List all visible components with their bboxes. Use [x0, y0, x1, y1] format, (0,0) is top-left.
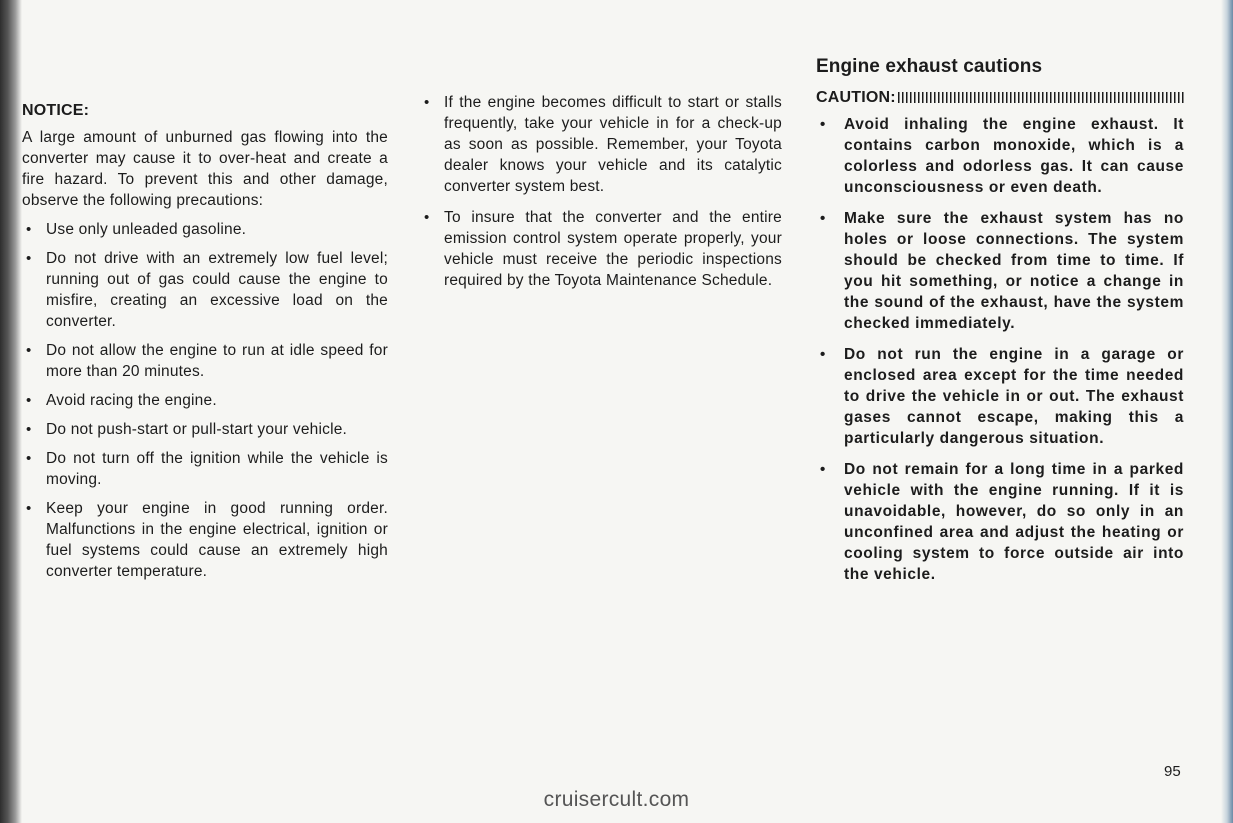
notice-bullet — [22, 448, 388, 490]
watermark: cruisercult.com — [543, 788, 690, 811]
middle-column — [420, 92, 782, 301]
page-binding-shadow-left — [0, 0, 22, 823]
notice-bullet — [22, 419, 388, 440]
bullet-dot-icon: • — [820, 346, 826, 363]
bullet-dot-icon: • — [820, 116, 826, 133]
notice-bullet — [22, 248, 388, 332]
bullet-dot-icon: • — [26, 450, 32, 467]
caution-bullet-text: Do not remain for a long time in a parked vehicle with the engine running. If it is unavoidable, however, do so only in an unconfined area and adjust the heating or cooling system to force outside air into the vehicle. — [844, 461, 1184, 583]
notice-column — [22, 100, 388, 590]
notice-bullet-list — [22, 219, 388, 582]
caution-bullet — [816, 344, 1184, 449]
notice-bullet-text: Do not push-start or pull-start your vehicle. — [46, 421, 348, 438]
notice-bullet — [22, 219, 388, 240]
notice-bullet-text: Do not allow the engine to run at idle speed for more than 20 minutes. — [46, 342, 388, 380]
caution-row — [816, 87, 1184, 108]
notice-bullet-text: Keep your engine in good running order. Malfunctions in the engine electrical, ignition or fuel systems could cause an extremely high converter temperature. — [46, 500, 388, 580]
page-number: 95 — [1164, 763, 1181, 780]
notice-heading: NOTICE: — [22, 102, 90, 119]
caution-bullet-text: Do not run the engine in a garage or enclosed area except for the time needed to drive the vehicle in or out. The exhaust gases cannot escape, making this a particularly dangerous situation. — [844, 346, 1184, 447]
notice-bullet — [22, 390, 388, 411]
caution-bullet — [816, 208, 1184, 334]
notice-bullet-text: Do not turn off the ignition while the vehicle is moving. — [46, 450, 388, 488]
middle-bullet — [420, 92, 782, 197]
bullet-dot-icon: • — [26, 392, 32, 409]
bullet-dot-icon: • — [26, 500, 32, 517]
notice-bullet-text: Do not drive with an extremely low fuel level; running out of gas could cause the engine to misfire, creating an excessive load on the converter. — [46, 250, 388, 330]
notice-bullet-text: Avoid racing the engine. — [46, 392, 217, 409]
bullet-dot-icon: • — [820, 210, 826, 227]
caution-bullet — [816, 114, 1184, 198]
caution-bullet-list — [816, 114, 1184, 585]
exhaust-column — [816, 56, 1184, 595]
caution-bullet — [816, 459, 1184, 585]
bullet-dot-icon: • — [26, 221, 32, 238]
bullet-dot-icon: • — [424, 94, 430, 111]
notice-bullet — [22, 498, 388, 582]
notice-bullet-text: Use only unleaded gasoline. — [46, 221, 247, 238]
notice-bullet — [22, 340, 388, 382]
caution-bullet-text: Avoid inhaling the engine exhaust. It contains carbon monoxide, which is a colorless and odorless gas. It can cause unconsciousness or even death. — [844, 116, 1184, 196]
middle-bullet-text: To insure that the converter and the entire emission control system operate properly, your vehicle must receive the periodic inspections required by the Toyota Maintenance Schedule. — [444, 209, 782, 289]
middle-bullet-text: If the engine becomes difficult to start or stalls frequently, take your vehicle in for a check-up as soon as possible. Remember, your Toyota dealer knows your vehicle and its catalytic converter system best. — [444, 94, 782, 195]
page-edge-right — [1221, 0, 1233, 823]
caution-label: CAUTION: — [816, 89, 896, 106]
caution-bullet-text: Make sure the exhaust system has no holes or loose connections. The system should be checked from time to time. If you hit something, or notice a change in the sound of the exhaust, have the system checked immediately. — [844, 210, 1184, 332]
middle-bullet — [420, 207, 782, 291]
caution-rule-divider — [898, 92, 1184, 103]
middle-bullet-list — [420, 92, 782, 291]
section-title: Engine exhaust cautions — [816, 56, 1043, 77]
notice-intro: A large amount of unburned gas flowing into the converter may cause it to over-heat and create a fire hazard. To prevent this and other damage, observe the following precautions: — [22, 129, 388, 209]
bullet-dot-icon: • — [820, 461, 826, 478]
bullet-dot-icon: • — [26, 421, 32, 438]
bullet-dot-icon: • — [26, 250, 32, 267]
bullet-dot-icon: • — [424, 209, 430, 226]
bullet-dot-icon: • — [26, 342, 32, 359]
